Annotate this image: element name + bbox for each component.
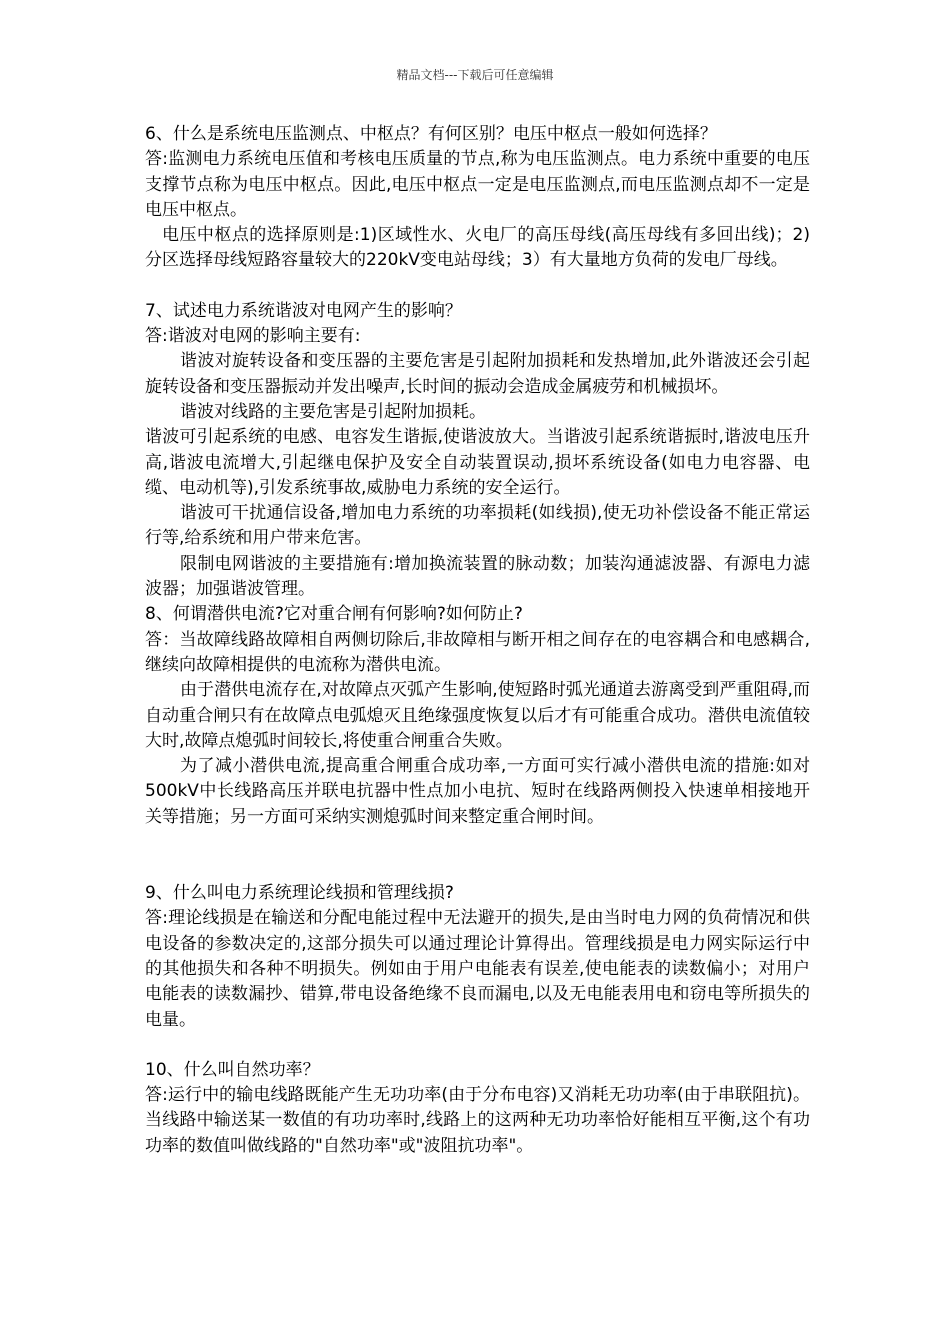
spacer: [145, 1033, 810, 1058]
q8-paragraph-2: 为了减小潜供电流,提高重合闸重合成功率,一方面可实行减小潜供电流的措施:如对500kV中长线路高压并联电抗器中性点加小电抗、短时在线路两侧投入快速单相接地开关等措施；另一方面可采纳实测熄弧时间来整定重合闸时间。: [145, 756, 810, 827]
q7-paragraph-4: 谐波可干扰通信设备,增加电力系统的功率损耗(如线损),使无功补偿设备不能正常运行等,给系统和用户带来危害。: [145, 503, 810, 549]
document-body: [145, 122, 810, 1159]
q7-paragraph-1: 谐波对旋转设备和变压器的主要危害是引起附加损耗和发热增加,此外谐波还会引起旋转设备和变压器振动并发出噪声,长时间的振动会造成金属疲劳和机械损坏。: [145, 351, 810, 397]
q8-answer: 答：当故障线路故障相自两侧切除后,非故障相与断开相之间存在的电容耦合和电感耦合,继续向故障相提供的电流称为潜供电流。: [145, 629, 810, 675]
q10-answer: 答:运行中的输电线路既能产生无功功率(由于分布电容)又消耗无功功率(由于串联阻抗)。当线路中输送某一数值的有功功率时,线路上的这两种无功功率恰好能相互平衡,这个有功功率的数值叫做线路的"自然功率"或"波阻抗功率"。: [145, 1085, 810, 1156]
q8-question: 8、何谓潜供电流?它对重合闸有何影响?如何防止?: [145, 604, 523, 625]
q8-paragraph-1: 由于潜供电流存在,对故障点灭弧产生影响,使短路时弧光通道去游离受到严重阻碍,而自动重合闸只有在故障点电弧熄灭且绝缘强度恢复以后才有可能重合成功。潜供电流值较大时,故障点熄弧时间较长,将使重合闸重合失败。: [145, 680, 810, 751]
q10-question: 10、什么叫自然功率？: [145, 1059, 320, 1080]
spacer: [145, 274, 810, 299]
q6-answer: 答:监测电力系统电压值和考核电压质量的节点,称为电压监测点。电力系统中重要的电压支撑节点称为电压中枢点。因此,电压中枢点一定是电压监测点,而电压监测点却不一定是电压中枢点。: [145, 149, 810, 220]
q6-paragraph-2: 电压中枢点的选择原则是:1)区域性水、火电厂的高压母线(高压母线有多回出线)；2)分区选择母线短路容量较大的220kV变电站母线；3）有大量地方负荷的发电厂母线。: [145, 225, 810, 271]
q7-answer: 答:谐波对电网的影响主要有:: [145, 326, 361, 347]
q6-question: 6、什么是系统电压监测点、中枢点？有何区别？电压中枢点一般如何选择？: [145, 124, 717, 144]
q7-paragraph-3: 谐波可引起系统的电感、电容发生谐振,使谐波放大。当谐波引起系统谐振时,谐波电压升高,谐波电流增大,引起继电保护及安全自动装置误动,损坏系统设备(如电力电容器、电缆、电动机等),引发系统事故,威胁电力系统的安全运行。: [145, 427, 810, 498]
q9-answer: 答:理论线损是在输送和分配电能过程中无法避开的损失,是由当时电力网的负荷情况和供电设备的参数决定的,这部分损失可以通过理论计算得出。管理线损是电力网实际运行中的其他损失和各种不明损失。例如由于用户电能表有误差,使电能表的读数偏小；对用户电能表的读数漏抄、错算,带电设备绝缘不良而漏电,以及无电能表用电和窃电等所损失的电量。: [145, 908, 810, 1030]
q7-question: 7、试述电力系统谐波对电网产生的影响？: [145, 300, 462, 321]
page-header: 精品文档---下载后可任意编辑: [396, 68, 554, 82]
q7-paragraph-5: 限制电网谐波的主要措施有:增加换流装置的脉动数；加装沟通滤波器、有源电力滤波器；加强谐波管理。: [145, 553, 810, 600]
spacer: [145, 830, 810, 881]
q7-paragraph-2: 谐波对线路的主要危害是引起附加损耗。: [180, 401, 486, 422]
q9-question: 9、什么叫电力系统理论线损和管理线损?: [145, 883, 454, 904]
